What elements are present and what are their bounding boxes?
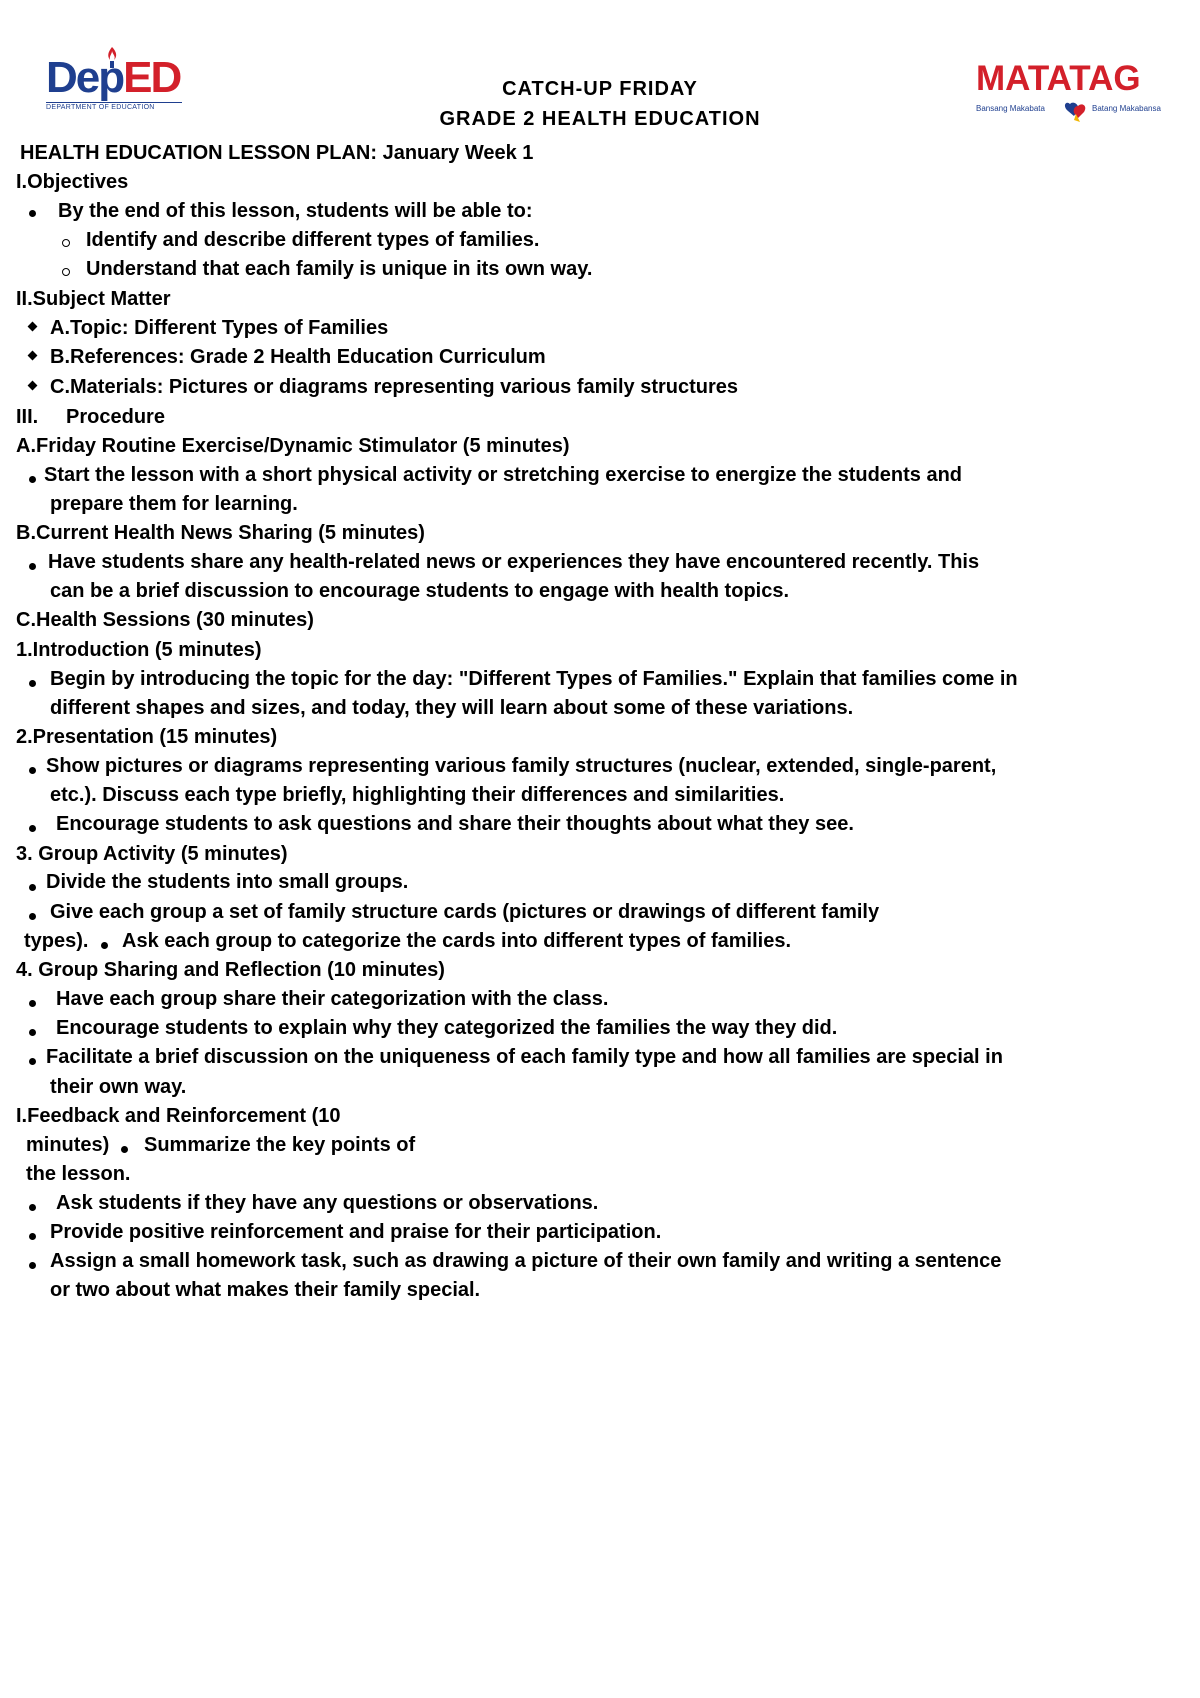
header-catch-up-friday: CATCH-UP FRIDAY (502, 78, 698, 100)
list-item: By the end of this lesson, students will be able to: (58, 200, 533, 222)
bullet-icon (101, 942, 108, 949)
ring-bullet-icon (62, 239, 70, 247)
diamond-bullet-icon (28, 351, 38, 361)
list-item: Show pictures or diagrams representing various family structures (nuclear, extended, single-parent, (46, 755, 997, 777)
lesson-plan-title: HEALTH EDUCATION LESSON PLAN: January Week 1 (20, 142, 534, 164)
section-heading: II.Subject Matter (16, 288, 171, 310)
header-grade-health: GRADE 2 HEALTH EDUCATION (439, 108, 761, 130)
subsection-heading: B.Current Health News Sharing (5 minutes) (16, 522, 425, 544)
list-item-continued: or two about what makes their family special. (50, 1279, 481, 1301)
list-item-continued: can be a brief discussion to encourage students to engage with health topics. (50, 580, 790, 602)
bullet-icon (29, 680, 36, 687)
list-item: Facilitate a brief discussion on the uniqueness of each family type and how all families are special in (46, 1046, 1003, 1068)
list-item: Identify and describe different types of families. (86, 229, 540, 251)
bullet-icon (29, 563, 36, 570)
bullet-icon (121, 1146, 128, 1153)
section-heading: III. Procedure (16, 406, 165, 428)
list-item: Encourage students to explain why they categorized the families the way they did. (56, 1017, 838, 1039)
diamond-bullet-icon (28, 322, 38, 332)
list-item: Assign a small homework task, such as drawing a picture of their own family and writing a sentence (50, 1250, 1002, 1272)
bullet-icon (29, 884, 36, 891)
bullet-icon (29, 1204, 36, 1211)
bullet-icon (29, 913, 36, 920)
list-item: Divide the students into small groups. (46, 871, 409, 893)
bullet-icon (29, 767, 36, 774)
list-item: Summarize the key points of (144, 1134, 416, 1156)
ring-bullet-icon (62, 268, 70, 276)
list-item: Start the lesson with a short physical activity or stretching exercise to energize the students and (44, 464, 963, 486)
matatag-wordmark: MATATAG (976, 59, 1141, 98)
list-item: Give each group a set of family structure cards (pictures or drawings of different family (50, 901, 880, 923)
bullet-icon (29, 210, 36, 217)
subsection-heading: A.Friday Routine Exercise/Dynamic Stimulator (5 minutes) (16, 435, 570, 457)
list-item: Begin by introducing the topic for the day: "Different Types of Families." Explain that families come in (50, 668, 1018, 690)
list-item: Provide positive reinforcement and praise for their participation. (50, 1221, 662, 1243)
section-heading-continued: minutes) (26, 1134, 110, 1156)
list-item-continued: the lesson. (26, 1163, 131, 1185)
list-item: Ask each group to categorize the cards into different types of families. (122, 930, 792, 952)
list-item: Ask students if they have any questions or observations. (56, 1192, 599, 1214)
section-heading: I.Feedback and Reinforcement (10 (16, 1105, 341, 1127)
bullet-icon (29, 825, 36, 832)
matatag-tag-left: Bansang Makabata (976, 104, 1045, 113)
list-item-continued: different shapes and sizes, and today, they will learn about some of these variations. (50, 697, 854, 719)
list-item-continued: prepare them for learning. (50, 493, 298, 515)
bullet-icon (29, 1000, 36, 1007)
subsection-heading: 2.Presentation (15 minutes) (16, 726, 278, 748)
list-item: C.Materials: Pictures or diagrams representing various family structures (50, 376, 739, 398)
list-item: Understand that each family is unique in its own way. (86, 258, 593, 280)
section-heading: I.Objectives (16, 171, 129, 193)
list-item: Encourage students to ask questions and share their thoughts about what they see. (56, 813, 854, 835)
deped-ed-text: ED (123, 53, 181, 102)
subsection-heading: 1.Introduction (5 minutes) (16, 639, 262, 661)
list-item: A.Topic: Different Types of Families (50, 317, 389, 339)
list-item-continued: their own way. (50, 1076, 187, 1098)
subsection-heading: C.Health Sessions (30 minutes) (16, 609, 314, 631)
deped-dep-text: Dep (46, 53, 124, 102)
bullet-icon (29, 1058, 36, 1065)
subsection-heading: 3. Group Activity (5 minutes) (16, 843, 288, 865)
bullet-icon (29, 1262, 36, 1269)
matatag-tag-right: Batang Makabansa (1092, 104, 1161, 113)
list-item: B.References: Grade 2 Health Education Curriculum (50, 346, 546, 368)
deped-subtitle: DEPARTMENT OF EDUCATION (46, 102, 182, 111)
list-item-continued: types). (24, 930, 89, 952)
list-item: Have students share any health-related news or experiences they have encountered recently. This (48, 551, 980, 573)
bullet-icon (29, 1029, 36, 1036)
list-item-continued: etc.). Discuss each type briefly, highlighting their differences and similarities. (50, 784, 785, 806)
bullet-icon (29, 476, 36, 483)
subsection-heading: 4. Group Sharing and Reflection (10 minutes) (16, 959, 445, 981)
list-item: Have each group share their categorization with the class. (56, 988, 609, 1010)
diamond-bullet-icon (28, 381, 38, 391)
bullet-icon (29, 1233, 36, 1240)
